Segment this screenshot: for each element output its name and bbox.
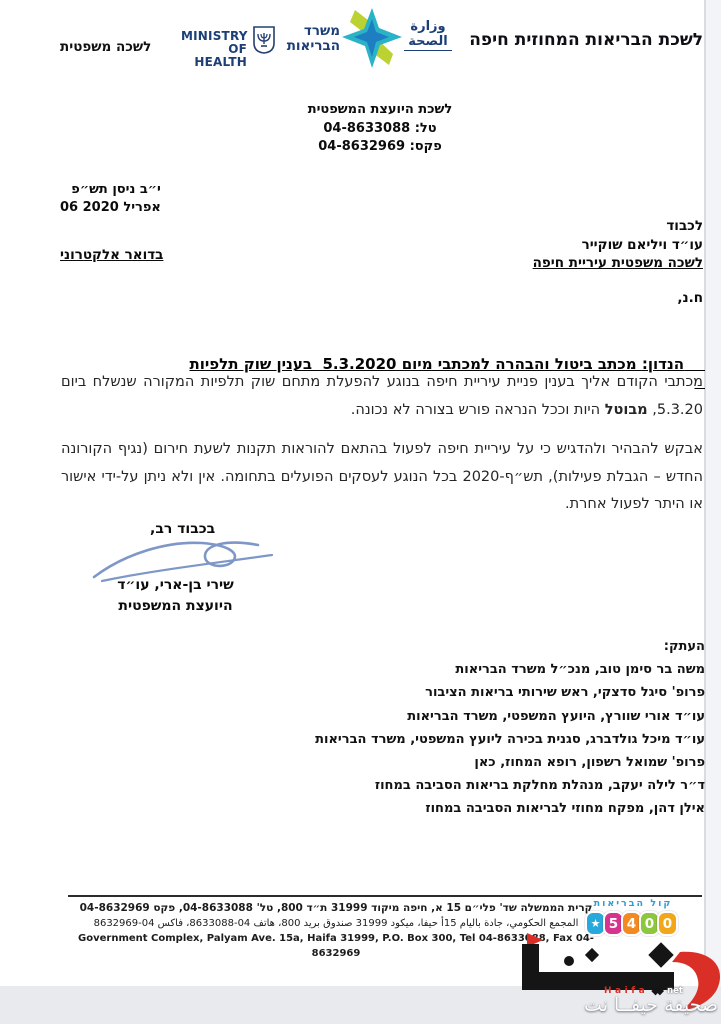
contact-fax: פקס: 04-8632969 (318, 139, 442, 154)
salutation: ח.נ, (677, 290, 703, 306)
subject-label: הנדון: (641, 355, 685, 373)
header-legal-bureau-label: לשכה משפטית (60, 39, 152, 55)
cc-item: ד״ר לילה יעקב, מנהלת מחלקת בריאות הסביבה במחוז (374, 778, 705, 794)
hotline-star-icon: ★ (585, 911, 606, 936)
cc-item: עו״ד מיכל גולדברג, סגנית בכירה ליועץ המשפטי, משרד הבריאות (315, 731, 705, 747)
cc-list (315, 635, 705, 821)
body-paragraph-1: מכתבי הקודם אליך בענין פניית עיריית חיפה בנוגע להפעלת מתחם שוק תלפיות המקורה שנשלח ביום 5.3.20, מבוטל היות וככל הנראה פורש בצורה לא נכונה. (61, 374, 703, 418)
gregorian-date: 06 אפריל 2020 (60, 199, 161, 215)
contact-tel: טל: 04-8633088 (323, 120, 437, 136)
body-paragraph-2: אבקש להבהיר ולהדגיש כי על עיריית חיפה לפעול בהתאם להוראות תקנות לשעת חירום (נגיף הקורונה החדש – הגבלת פעילות), תש״ף-2020 בכל הנוגע לעסקים הפועלים בתחומה. אין ולא ניתן על-ידי אישור או היתר לפעול אחרת. (61, 441, 703, 512)
date-block (60, 181, 161, 216)
subject-text: מכתב ביטול והבהרה למכתבי מיום 5.3.2020 בענין שוק תלפיות (189, 355, 642, 373)
watermark-net-label: net (667, 985, 683, 996)
ministry-name-english: MINISTRY OF HEALTH (181, 29, 248, 69)
closing-phrase: בכבוד רב, (150, 521, 216, 537)
recipient-name: עו״ד ויליאם שוקייר (581, 236, 703, 253)
footer-address-arabic: المجمع الحكومي، جادة باليام 15أ حيفا، ميكود 31999 صندوق بريد 800، هاتف 04-8633088، فاكس 04-8632969 (93, 918, 579, 929)
recipient-org: לשכה משפטית עיריית חיפה (532, 255, 703, 271)
contact-block (220, 101, 540, 157)
recipient-block (533, 217, 703, 273)
israel-state-emblem-icon (251, 25, 277, 59)
watermark-haifa-latin: Haifa (604, 985, 649, 996)
scan-right-edge (704, 0, 721, 986)
cc-item: משה בר סימן טוב, מנכ״ל משרד הבריאות (455, 662, 705, 678)
hotline-number: ★ 5 4 0 0 (575, 911, 691, 936)
watermark-arabic-fa-loop (564, 956, 574, 966)
signer-title: היועצת המשפטית (118, 598, 233, 614)
ministry-of-health-star-logo-icon (341, 6, 403, 74)
cc-item: עו״ד אורי שוורץ, היועץ המשפטי, משרד הבריאות (407, 708, 705, 724)
cancelled-emphasis: מבוטל (604, 401, 648, 418)
ministry-name-hebrew: משרד הבריאות (286, 23, 340, 54)
footer-tel-number: 04-8633088 (182, 902, 253, 914)
signer-name: שירי בן-ארי, עו״ד (117, 577, 234, 593)
cc-item: פרופ' שמואל רשפון, רופא המחוז, כאן (474, 755, 705, 771)
cc-item: פרופ' סיגל סדצקי, ראש שירותי בריאות הציבור (425, 685, 705, 701)
hebrew-date: י״ב ניסן תש״פ (71, 182, 161, 197)
contact-office: לשכת היועצת המשפטית (307, 102, 453, 117)
cc-item: אילן דהן, מפקח מחוזי לבריאות הסביבה במחוז (425, 801, 705, 817)
cc-label: העתק: (663, 639, 705, 654)
footer-address-english: Government Complex, Palyam Ave. 15a, Haifa 31999, P.O. Box 300, Tel 04-8633088, Fax 04-8632969 (78, 933, 594, 959)
ministry-name-arabic: وزارة الصحة (404, 19, 452, 51)
recipient-to: לכבוד (666, 218, 703, 234)
footer-divider (68, 895, 702, 897)
footer-address-hebrew: קרית הממשלה שד' פלי״ם 15 א, חיפה מיקוד 31999 ת״ד 800, טל' 04-8633088, פקס 04-8632969 (79, 902, 593, 914)
district-bureau-title: לשכת הבריאות המחוזית חיפה (469, 30, 703, 50)
watermark-diamonds-icon: ◆◆ (651, 984, 661, 997)
delivery-method: בדואר אלקטרוני (60, 247, 164, 263)
hotline-name: קול הבריאות (593, 898, 673, 909)
watermark-newspaper-caption: صحيفة حيفــا نت (584, 994, 718, 1016)
